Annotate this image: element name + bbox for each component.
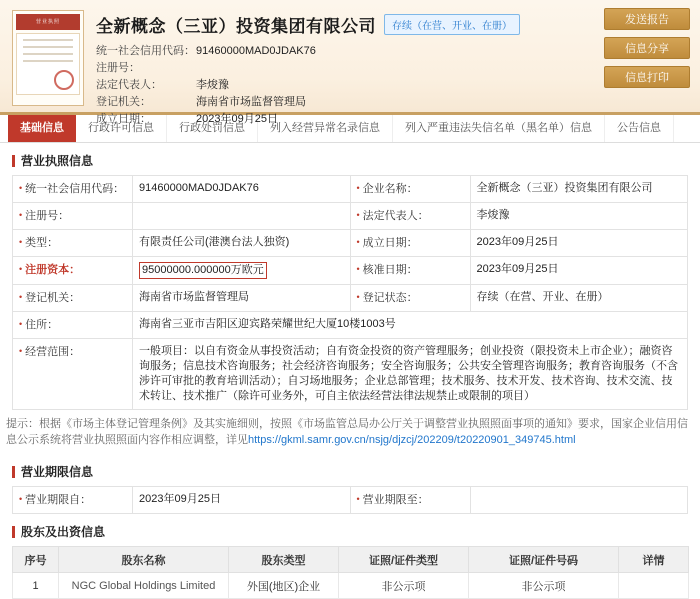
- header-field-value: 2023年09月25日: [196, 113, 278, 125]
- section-accent-bar: [12, 155, 15, 167]
- cell-value: 全新概念（三亚）投资集团有限公司: [470, 176, 688, 203]
- header-action-buttons: [604, 8, 690, 88]
- license-tip: [0, 410, 700, 454]
- cell-detail[interactable]: [619, 573, 689, 599]
- label-text: 注册资本：: [25, 264, 81, 276]
- label-text: 住所：: [25, 319, 59, 331]
- bullet-icon: •: [356, 237, 360, 247]
- print-info-button[interactable]: 信息打印: [604, 66, 690, 88]
- section-title-license: [0, 143, 700, 175]
- send-report-button[interactable]: 发送报告: [604, 8, 690, 30]
- cell-label: [13, 203, 133, 230]
- bullet-icon: •: [356, 210, 360, 220]
- bullet-icon: •: [356, 183, 360, 193]
- cell-value: 2023年09月25日: [470, 257, 688, 285]
- header-field-label: 法定代表人：: [96, 79, 162, 91]
- tab-abnormal-operation[interactable]: 列入经营异常名录信息: [258, 115, 393, 142]
- cell-label: [13, 176, 133, 203]
- cell-value: 2023年09月25日: [470, 230, 688, 257]
- section-title-text: 营业执照信息: [21, 154, 94, 168]
- tip-link[interactable]: https://gkml.samr.gov.cn/nsjg/djzcj/202209/t20220901_349745.html: [248, 434, 576, 446]
- cell-value: [133, 203, 351, 230]
- bullet-icon: •: [356, 292, 360, 302]
- cell-label: [13, 312, 133, 339]
- tab-basic-info[interactable]: 基础信息: [8, 115, 76, 142]
- tab-serious-violation-blacklist[interactable]: 列入严重违法失信名单（黑名单）信息: [393, 115, 605, 142]
- label-text: 营业期限至：: [362, 494, 429, 506]
- bullet-icon: •: [19, 494, 23, 504]
- table-row-scope: [13, 339, 688, 410]
- tip-text: 提示：根据《市场主体登记管理条例》及其实施细则，按照《市场监管总局办公厅关于调整营业执照照面事项的通知》要求，国家企业信用信息公示系统将营业执照照面内容作相应调整，详见: [6, 418, 688, 446]
- header-field-label: 登记机关：: [96, 96, 151, 108]
- label-text: 企业名称：: [362, 183, 418, 195]
- license-thumbnail-banner: [16, 14, 80, 30]
- license-detail-table: [12, 175, 688, 410]
- bullet-icon: •: [356, 494, 360, 504]
- bullet-icon: •: [19, 346, 23, 356]
- company-header: [0, 0, 700, 125]
- section-accent-bar: [12, 526, 15, 538]
- cell-value: 海南省市场监督管理局: [133, 285, 351, 312]
- col-shareholder-type: 股东类型: [229, 547, 339, 573]
- bullet-icon: •: [19, 264, 23, 274]
- header-field-value: 李焌豫: [196, 79, 229, 91]
- cell-shareholder-type: 外国(地区)企业: [229, 573, 339, 599]
- header-field-label: 注册号：: [96, 62, 140, 74]
- cell-label: [350, 257, 470, 285]
- section-title-text: 营业期限信息: [21, 465, 94, 479]
- section-title-business-term: [0, 454, 700, 486]
- table-row: [13, 487, 688, 514]
- cell-value: 91460000MAD0JDAK76: [133, 176, 351, 203]
- label-text: 登记状态：: [362, 292, 418, 304]
- license-thumbnail-line: [23, 39, 73, 41]
- business-term-table: [12, 486, 688, 514]
- cell-value-registered-capital: [133, 257, 351, 285]
- header-field-label: 统一社会信用代码：: [96, 45, 195, 57]
- bullet-icon: •: [19, 292, 23, 302]
- header-field-value: 91460000MAD0JDAK76: [196, 45, 316, 57]
- cell-value: 有限责任公司(港澳台法人独资): [133, 230, 351, 257]
- header-field-value: 海南省市场监督管理局: [196, 96, 306, 108]
- cell-label: [350, 176, 470, 203]
- bullet-icon: •: [19, 183, 23, 193]
- label-text: 核准日期：: [362, 264, 418, 276]
- table-row: [13, 176, 688, 203]
- col-cert-no: 证照/证件号码: [469, 547, 619, 573]
- cell-label: [350, 203, 470, 230]
- tab-announcements[interactable]: 公告信息: [605, 115, 674, 142]
- header-field-reg-no: [96, 60, 688, 77]
- header-field-registry-authority: [96, 94, 688, 111]
- company-name-row: [96, 12, 688, 37]
- label-text: 经营范围：: [25, 346, 81, 358]
- cell-label: [350, 230, 470, 257]
- header-field-label: 成立日期：: [96, 113, 151, 125]
- header-field-establish-date: [96, 111, 688, 128]
- cell-cert-type: 非公示项: [339, 573, 469, 599]
- cell-value: 存续（在营、开业、在册）: [470, 285, 688, 312]
- cell-value: 李焌豫: [470, 203, 688, 230]
- cell-label: [13, 285, 133, 312]
- label-text: 注册号：: [25, 210, 70, 222]
- cell-label: [13, 487, 133, 514]
- license-thumbnail-line: [23, 60, 73, 62]
- cell-label: [13, 230, 133, 257]
- tab-admin-license[interactable]: 行政许可信息: [76, 115, 167, 142]
- cell-value: 2023年09月25日: [133, 487, 351, 514]
- cell-index: 1: [13, 573, 59, 599]
- cell-shareholder-name: NGC Global Holdings Limited: [59, 573, 229, 599]
- col-index: 序号: [13, 547, 59, 573]
- label-text: 成立日期：: [362, 237, 418, 249]
- cell-label: [350, 285, 470, 312]
- bullet-icon: •: [19, 319, 23, 329]
- cell-label: [350, 487, 470, 514]
- col-detail: 详情: [619, 547, 689, 573]
- license-thumbnail-line: [23, 53, 73, 55]
- cell-cert-no: 非公示项: [469, 573, 619, 599]
- table-row-address: [13, 312, 688, 339]
- company-info-block: [96, 10, 688, 125]
- seal-icon: [54, 70, 74, 90]
- label-text: 法定代表人：: [362, 210, 429, 222]
- cell-value-business-scope: 一般项目：以自有资金从事投资活动；自有资金投资的资产管理服务；创业投资（限投资未上市企业）；融资咨询服务；信息技术咨询服务；社会经济咨询服务；安全咨询服务；公共安全管理咨询服务；教育咨询服务（不含涉许可审批的教育培训活动）；自习场地服务；企业总部管理；技术服务、技术开发、技术咨询、技术交流、技术转让、技术推广（除许可业务外，可自主依法经营法律法规禁止或限制的项目）: [133, 339, 688, 410]
- registered-capital-value: 95000000.000000万欧元: [139, 262, 267, 279]
- label-text: 类型：: [25, 237, 59, 249]
- col-cert-type: 证照/证件类型: [339, 547, 469, 573]
- shareholders-table: [12, 546, 689, 599]
- cell-label-registered-capital: [13, 257, 133, 285]
- section-title-text: 股东及出资信息: [21, 525, 106, 539]
- col-shareholder-name: 股东名称: [59, 547, 229, 573]
- table-row[interactable]: [13, 573, 689, 599]
- page-title: 全新概念（三亚）投资集团有限公司: [96, 17, 376, 36]
- cell-value: [470, 487, 688, 514]
- status-badge: 存续（在营、开业、在册）: [384, 14, 520, 35]
- share-info-button[interactable]: 信息分享: [604, 37, 690, 59]
- header-field-legal-rep: [96, 77, 688, 94]
- cell-value-address: 海南省三亚市吉阳区迎宾路荣耀世纪大厦10楼1003号: [133, 312, 688, 339]
- label-text: 登记机关：: [25, 292, 81, 304]
- cell-label: [13, 339, 133, 410]
- tab-admin-penalty[interactable]: 行政处罚信息: [167, 115, 258, 142]
- company-key-fields: [96, 43, 688, 128]
- bullet-icon: •: [19, 210, 23, 220]
- table-header-row: [13, 547, 689, 573]
- license-thumbnail-line: [23, 46, 73, 48]
- license-thumbnail-title: 营业执照: [35, 19, 60, 25]
- bullet-icon: •: [356, 264, 360, 274]
- license-thumbnail-body: [16, 33, 80, 95]
- label-text: 统一社会信用代码：: [25, 183, 125, 195]
- table-row: [13, 203, 688, 230]
- table-row: [13, 285, 688, 312]
- label-text: 营业期限自：: [25, 494, 92, 506]
- table-row: [13, 230, 688, 257]
- header-field-credit-code: [96, 43, 688, 60]
- bullet-icon: •: [19, 237, 23, 247]
- section-title-shareholders: [0, 514, 700, 546]
- table-row: [13, 257, 688, 285]
- section-accent-bar: [12, 466, 15, 478]
- license-thumbnail[interactable]: [12, 10, 84, 106]
